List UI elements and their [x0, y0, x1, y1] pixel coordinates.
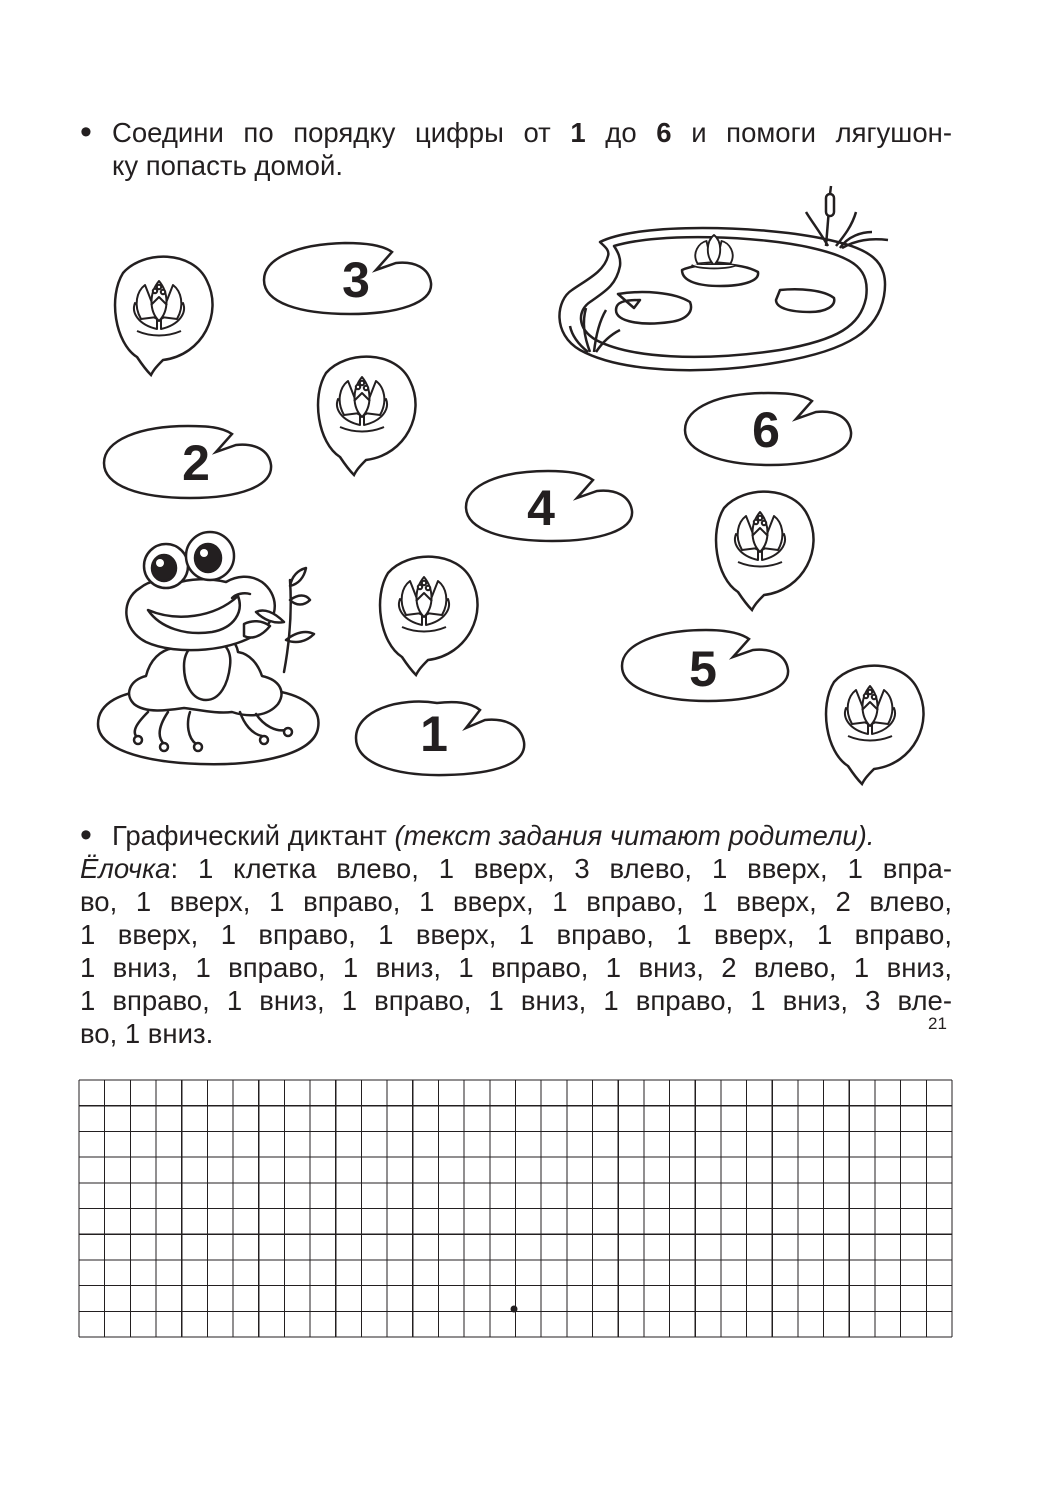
dictation-line: 1 вниз, 1 вправо, 1 вниз, 1 вправо, 1 вниз, 2 влево, 1 вниз, [80, 952, 952, 983]
pad-2 [104, 426, 271, 498]
pad-5 [622, 630, 788, 701]
dictation-line: во, 1 вверх, 1 вправо, 1 вверх, 1 вправо, 1 вверх, 2 влево, [80, 886, 952, 917]
dictation-grid[interactable] [79, 1080, 952, 1337]
pad-4 [466, 471, 632, 541]
dictation-line: во, 1 вниз. [80, 1018, 214, 1049]
lotus-icon [380, 557, 477, 675]
shape-name: Ёлочка [80, 853, 171, 884]
page-number: 21 [928, 1014, 947, 1033]
task-heading-note: (текст задания читают родители). [394, 820, 875, 851]
pad-number: 3 [342, 252, 370, 308]
bullet: • [80, 113, 92, 151]
lotus-icon [115, 257, 212, 375]
frog-illustration [98, 532, 318, 764]
pad-number: 2 [182, 435, 210, 491]
lotus-icon [318, 357, 415, 475]
dictation-line: Ёлочка: 1 клетка влево, 1 вверх, 3 влево, 1 вверх, 1 впра- [80, 853, 952, 884]
task-text-line-2: ку попасть домой. [112, 150, 343, 181]
task-heading: Графический диктант (текст задания читают родители). [112, 820, 875, 851]
bullet: • [80, 816, 92, 854]
pad-3 [264, 243, 431, 314]
pond-illustration [559, 186, 888, 370]
lotus-icon [716, 492, 813, 610]
pad-1 [356, 702, 524, 775]
pad-number: 5 [689, 641, 717, 697]
dictation-line: 1 вверх, 1 вправо, 1 вверх, 1 вправо, 1 вверх, 1 вправо, [80, 919, 952, 950]
pad-number: 4 [527, 480, 555, 536]
pad-6 [685, 393, 851, 465]
task-graphic-dictation [80, 816, 952, 1050]
dictation-line: 1 вправо, 1 вниз, 1 вправо, 1 вниз, 1 вправо, 1 вниз, 3 вле- [80, 985, 952, 1016]
start-point-dot [511, 1306, 518, 1313]
task-text-line-1: Соедини по порядку цифры от 1 до 6 и помоги лягушон- [112, 117, 953, 148]
pad-number: 6 [752, 402, 780, 458]
lotus-icon [826, 666, 923, 784]
pad-number: 1 [420, 706, 448, 762]
